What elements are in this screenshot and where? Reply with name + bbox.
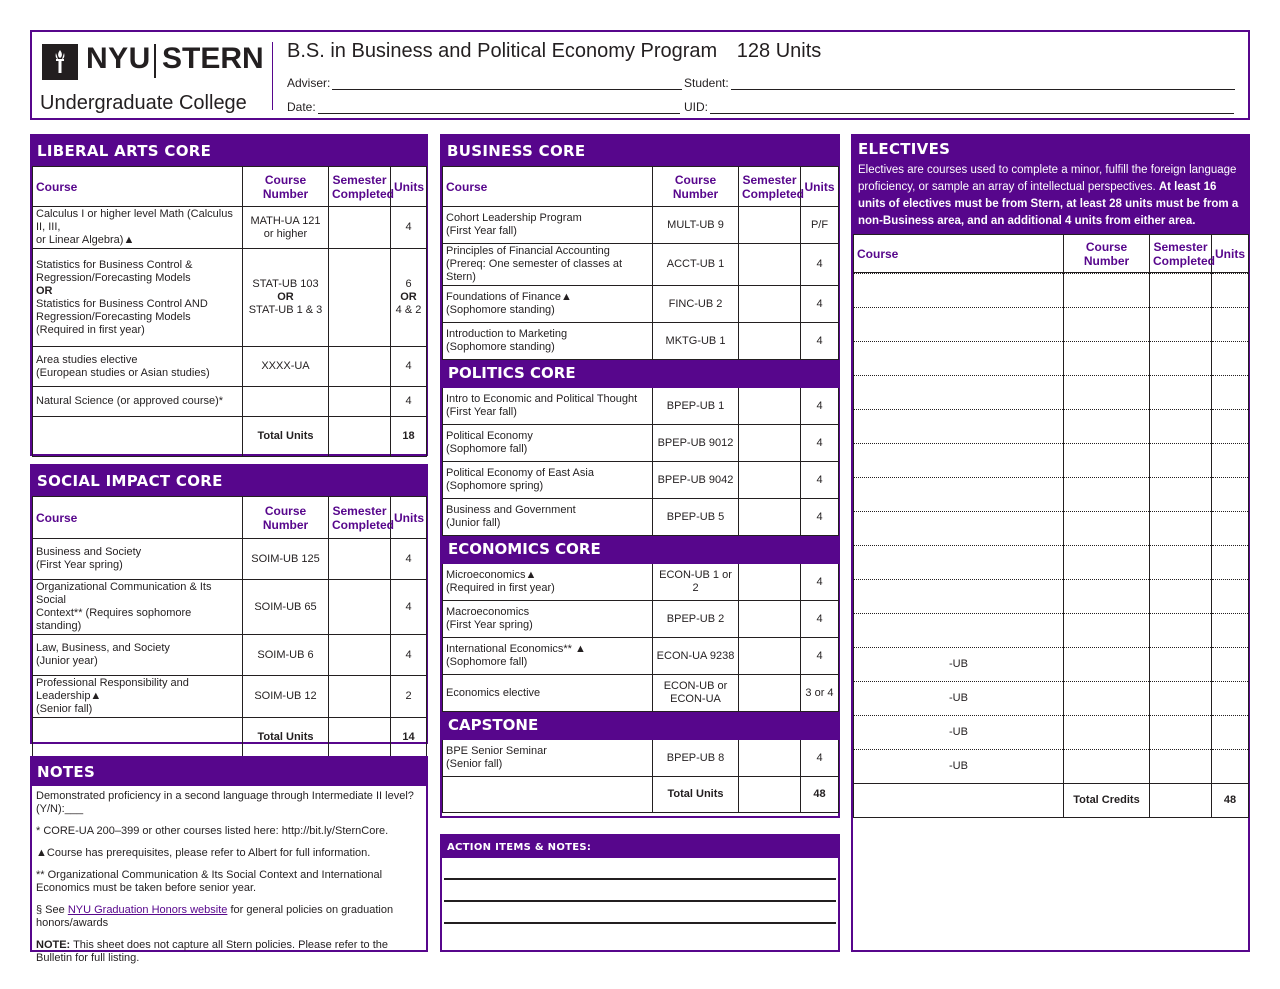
course-cell: Political Economy (Sophomore fall) [443,425,653,462]
course-number-cell: SOIM-UB 6 [243,635,329,676]
course-cell: Professional Responsibility and Leadership▲ (Senior fall) [33,676,243,718]
total-row [854,784,1249,818]
course-cell: Principles of Financial Accounting (Prereq: One semester of classes at Stern) [443,244,653,286]
units-cell[interactable] [1212,274,1249,308]
units-cell: P/F [801,207,839,244]
logo-stern-text: STERN [162,42,264,75]
date-line[interactable] [318,102,680,114]
table-row [33,347,427,387]
section-title: CAPSTONE [443,712,839,740]
section-title: ACTION ITEMS & NOTES: [442,836,838,858]
total-value: 14 [391,718,427,758]
course-number-cell[interactable] [1064,648,1150,682]
course-number-cell[interactable] [1064,682,1150,716]
action-line[interactable] [444,880,836,902]
elective-row [854,614,1249,648]
course-cell: Business and Government (Junior fall) [443,499,653,536]
units-cell: 4 [801,601,839,638]
course-number-cell: SOIM-UB 12 [243,676,329,718]
course-cell: Introduction to Marketing (Sophomore standing) [443,323,653,360]
semester-completed-cell[interactable] [739,564,801,601]
note-prerequisites: ▲Course has prerequisites, please refer to Albert for full information. [36,847,371,859]
liberal-arts-core-section [30,134,428,456]
course-number-cell: BPEP-UB 2 [653,601,739,638]
header [30,30,1250,120]
course-number-cell[interactable] [1064,512,1150,546]
units-cell: 4 [801,425,839,462]
date-label: Date: [287,100,316,114]
units-cell: 3 or 4 [801,675,839,712]
col-semester-completed: Semester Completed [329,497,391,539]
course-cell[interactable] [854,342,1064,376]
units-cell[interactable] [1212,478,1249,512]
units-cell: 4 [391,207,427,249]
semester-completed-cell[interactable] [1150,410,1212,444]
units-cell: 4 [391,539,427,580]
col-course: Course [443,167,653,207]
course-cell: Cohort Leadership Program (First Year fall) [443,207,653,244]
units-cell: 4 [801,462,839,499]
elective-row [854,750,1249,784]
semester-completed-cell[interactable] [1150,342,1212,376]
section-title: BUSINESS CORE [442,136,838,166]
col-units: Units [391,497,427,539]
semester-completed-cell[interactable] [1150,682,1212,716]
action-line[interactable] [444,858,836,880]
semester-completed-cell[interactable] [1150,750,1212,784]
course-cell: Organizational Communication & Its Social Context** (Requires sophomore standing) [33,580,243,635]
table-row [33,539,427,580]
course-number-cell: MKTG-UB 1 [653,323,739,360]
course-cell[interactable] [854,478,1064,512]
honors-link[interactable]: NYU Graduation Honors website [67,904,228,916]
elective-rows [853,273,1249,818]
course-cell: Economics elective [443,675,653,712]
student-line[interactable] [731,78,1235,90]
action-line[interactable] [444,924,836,946]
logo-nyu-text: NYU [86,42,151,75]
course-number-cell: BPEP-UB 1 [653,388,739,425]
course-number-cell: BPEP-UB 9042 [653,462,739,499]
elective-row [854,648,1249,682]
notes-section [30,756,428,964]
section-title: ELECTIVES [853,136,1248,162]
table-row [443,499,839,536]
logo-divider [154,44,156,78]
course-number-cell[interactable] [1064,546,1150,580]
section-title: NOTES [32,758,426,786]
adviser-label: Adviser: [287,76,331,90]
note-disclaimer: NOTE: This sheet does not capture all Stern policies. Please refer to the Bulletin for full listing. [36,939,388,964]
course-cell: -UB [854,716,1064,750]
course-number-cell: STAT-UB 103 OR STAT-UB 1 & 3 [243,249,329,347]
course-number-cell: FINC-UB 2 [653,286,739,323]
social-impact-core-section [30,464,428,744]
elective-row [854,580,1249,614]
student-field[interactable] [684,76,1235,90]
elective-row [854,716,1249,750]
units-cell[interactable] [1212,512,1249,546]
course-number-cell: XXXX-UA [243,347,329,387]
semester-completed-cell[interactable] [329,539,391,580]
table-row [443,740,839,777]
semester-completed-cell[interactable] [329,387,391,417]
total-value: 48 [801,777,839,813]
table-header-row [33,167,427,207]
total-label: Total Units [243,417,329,457]
units-cell: 4 [801,638,839,675]
table-row [33,207,427,249]
course-cell: Natural Science (or approved course)* [33,387,243,417]
course-number-cell: SOIM-UB 125 [243,539,329,580]
course-cell: Area studies elective (European studies or Asian studies) [33,347,243,387]
course-cell: Statistics for Business Control & Regression/Forecasting Models OR Statistics for Business Control AND Regression/Forecasting Models (Required in first year) [33,249,243,347]
units-cell: 4 [801,286,839,323]
semester-completed-cell[interactable] [1150,648,1212,682]
course-number-cell: BPEP-UB 8 [653,740,739,777]
course-number-cell[interactable] [1064,478,1150,512]
units-cell: 4 [801,244,839,286]
semester-completed-cell[interactable] [739,740,801,777]
semester-completed-cell[interactable] [329,635,391,676]
course-number-cell[interactable] [1064,444,1150,478]
electives-table [853,234,1249,273]
elective-row [854,376,1249,410]
section-title: SOCIAL IMPACT CORE [32,466,426,496]
student-label: Student: [684,76,729,90]
course-number-cell[interactable] [1064,716,1150,750]
program-title: B.S. in Business and Political Economy Program [287,40,718,62]
semester-completed-cell[interactable] [1150,614,1212,648]
units-cell[interactable] [1212,580,1249,614]
semester-completed-cell[interactable] [1150,444,1212,478]
semester-completed-cell[interactable] [739,244,801,286]
units-cell: 4 [391,347,427,387]
empty-cell [1150,784,1212,818]
col-course: Course [33,497,243,539]
table-row [443,675,839,712]
course-number-cell: ECON-UA 9238 [653,638,739,675]
elective-row [854,308,1249,342]
electives-description: Electives are courses used to complete a minor, fulfill the foreign language proficiency, or sample an array of intellectual perspectives. At least 16 units of electives must be from Stern, at least 28 units must be from a non-Business area, and an additional 4 units from either area. [853,162,1248,234]
page-title [287,40,821,63]
course-cell[interactable] [854,512,1064,546]
section-title: ECONOMICS CORE [443,536,839,564]
table-row [443,323,839,360]
action-items-section [440,834,840,952]
table-row [33,635,427,676]
units-cell[interactable] [1212,376,1249,410]
table-header-row [33,497,427,539]
course-cell: Microeconomics▲ (Required in first year) [443,564,653,601]
total-value: 48 [1212,784,1249,818]
semester-completed-cell[interactable] [329,347,391,387]
section-title: LIBERAL ARTS CORE [32,136,426,166]
course-cell: -UB [854,750,1064,784]
table-row [443,286,839,323]
elective-row [854,274,1249,308]
semester-completed-cell[interactable] [1150,376,1212,410]
units-cell[interactable] [1212,410,1249,444]
elective-row [854,546,1249,580]
business-core-section [440,134,840,818]
course-cell[interactable] [854,376,1064,410]
units-cell: 4 [801,499,839,536]
total-row [33,417,427,457]
course-number-cell[interactable] [1064,410,1150,444]
course-cell: Business and Society (First Year spring) [33,539,243,580]
units-cell[interactable] [1212,444,1249,478]
course-cell: Law, Business, and Society (Junior year) [33,635,243,676]
course-number-cell[interactable] [1064,580,1150,614]
semester-completed-cell[interactable] [739,286,801,323]
col-course-number: Course Number [243,497,329,539]
course-number-cell: SOIM-UB 65 [243,580,329,635]
course-cell: Foundations of Finance▲ (Sophomore standing) [443,286,653,323]
col-semester-completed: Semester Completed [1150,235,1212,273]
total-value: 18 [391,417,427,457]
logo-subtitle: Undergraduate College [40,92,247,114]
course-number-cell: MATH-UA 121 or higher [243,207,329,249]
units-cell[interactable] [1212,716,1249,750]
course-cell[interactable] [854,444,1064,478]
course-cell: Political Economy of East Asia (Sophomore spring) [443,462,653,499]
course-cell[interactable] [854,410,1064,444]
course-cell: -UB [854,648,1064,682]
elective-row [854,682,1249,716]
course-cell[interactable] [854,580,1064,614]
course-cell[interactable] [854,614,1064,648]
col-semester-completed: Semester Completed [329,167,391,207]
table-row [33,249,427,347]
economics-core-header [443,536,839,564]
col-course-number: Course Number [243,167,329,207]
course-number-cell: BPEP-UB 9012 [653,425,739,462]
action-line[interactable] [444,902,836,924]
capstone-header [443,712,839,740]
course-number-cell[interactable] [1064,376,1150,410]
semester-completed-cell[interactable] [739,601,801,638]
uid-line[interactable] [710,102,1234,114]
semester-completed-cell[interactable] [739,207,801,244]
units-cell: 4 [801,323,839,360]
course-cell[interactable] [854,274,1064,308]
units-cell: 4 [391,387,427,417]
course-number-cell: ECON-UB or ECON-UA [653,675,739,712]
units-cell: 4 [801,740,839,777]
course-number-cell[interactable] [1064,614,1150,648]
total-label: Total Units [653,777,739,813]
adviser-field[interactable] [287,76,682,90]
semester-completed-cell[interactable] [1150,546,1212,580]
course-number-cell[interactable] [1064,308,1150,342]
politics-core-header [443,360,839,388]
col-units: Units [1212,235,1249,273]
total-label: Total Credits [1064,784,1150,818]
semester-completed-cell[interactable] [739,425,801,462]
semester-completed-cell[interactable] [329,580,391,635]
table-row [443,207,839,244]
elective-row [854,342,1249,376]
table-row [443,601,839,638]
col-course-number: Course Number [1064,235,1150,273]
units-cell[interactable] [1212,648,1249,682]
units-cell[interactable] [1212,308,1249,342]
units-cell: 6 OR 4 & 2 [391,249,427,347]
course-cell: BPE Senior Seminar (Senior fall) [443,740,653,777]
date-field[interactable] [287,100,680,114]
semester-completed-cell[interactable] [1150,308,1212,342]
course-number-cell: BPEP-UB 5 [653,499,739,536]
table-row [443,388,839,425]
note-core-ua: * CORE-UA 200–399 or other courses listed here: http://bit.ly/SternCore. [36,825,389,837]
core-table [442,166,839,813]
uid-label: UID: [684,100,708,114]
units-cell[interactable] [1212,682,1249,716]
semester-completed-cell[interactable] [329,207,391,249]
semester-completed-cell[interactable] [739,499,801,536]
course-cell: Macroeconomics (First Year spring) [443,601,653,638]
elective-row [854,444,1249,478]
semester-completed-cell[interactable] [329,249,391,347]
units-cell[interactable] [1212,614,1249,648]
electives-section [851,134,1250,952]
total-row [33,718,427,758]
semester-completed-cell[interactable] [739,638,801,675]
semester-completed-cell[interactable] [739,323,801,360]
total-row [443,777,839,813]
elective-row [854,512,1249,546]
total-label: Total Units [243,718,329,758]
nyu-stern-logo [40,40,265,115]
semester-completed-cell[interactable] [329,676,391,718]
notes-body [32,786,426,978]
col-course: Course [854,235,1064,273]
course-number-cell[interactable] [1064,342,1150,376]
header-divider [272,42,273,110]
semester-completed-cell[interactable] [1150,274,1212,308]
note-honors: § See NYU Graduation Honors website for general policies on graduation honors/awards [36,904,394,929]
units-cell[interactable] [1212,342,1249,376]
semester-completed-cell[interactable] [1150,478,1212,512]
course-cell: -UB [854,682,1064,716]
elective-row [854,410,1249,444]
torch-icon [42,44,78,80]
table-row [33,580,427,635]
table-row [443,564,839,601]
course-cell[interactable] [854,546,1064,580]
course-cell: Intro to Economic and Political Thought (First Year fall) [443,388,653,425]
note-senior-year: ** Organizational Communication & Its Social Context and International Economics must be taken before senior year. [36,869,383,894]
program-units: 128 Units [736,40,822,62]
empty-cell [854,784,1064,818]
uid-field[interactable] [684,100,1234,114]
col-course-number: Course Number [653,167,739,207]
course-cell: International Economics** ▲ (Sophomore fall) [443,638,653,675]
table-header-row [443,167,839,207]
units-cell: 4 [801,564,839,601]
course-number-cell: ECON-UB 1 or 2 [653,564,739,601]
col-units: Units [801,167,839,207]
liberal-arts-table [32,166,427,457]
course-cell[interactable] [854,308,1064,342]
adviser-line[interactable] [332,78,682,90]
section-title: POLITICS CORE [443,360,839,388]
course-number-cell: MULT-UB 9 [653,207,739,244]
table-header-row [854,235,1249,273]
units-cell: 4 [801,388,839,425]
units-cell: 4 [391,635,427,676]
semester-completed-cell[interactable] [1150,716,1212,750]
col-course: Course [33,167,243,207]
units-cell[interactable] [1212,546,1249,580]
semester-completed-cell[interactable] [739,462,801,499]
table-row [33,387,427,417]
course-number-cell: ACCT-UB 1 [653,244,739,286]
course-cell: Calculus I or higher level Math (Calculus II, III, or Linear Algebra)▲ [33,207,243,249]
col-units: Units [391,167,427,207]
col-semester-completed: Semester Completed [739,167,801,207]
course-number-cell [243,387,329,417]
units-cell[interactable] [1212,750,1249,784]
course-number-cell[interactable] [1064,750,1150,784]
table-row [443,638,839,675]
semester-completed-cell[interactable] [739,388,801,425]
table-row [443,425,839,462]
semester-completed-cell[interactable] [739,675,801,712]
units-cell: 4 [391,580,427,635]
units-cell: 2 [391,676,427,718]
course-number-cell[interactable] [1064,274,1150,308]
semester-completed-cell[interactable] [1150,580,1212,614]
table-row [443,462,839,499]
social-impact-table [32,496,427,758]
table-row [33,676,427,718]
table-row [443,244,839,286]
semester-completed-cell[interactable] [1150,512,1212,546]
elective-row [854,478,1249,512]
note-language-proficiency: Demonstrated proficiency in a second language through Intermediate II level? (Y/N):___ [36,790,414,815]
